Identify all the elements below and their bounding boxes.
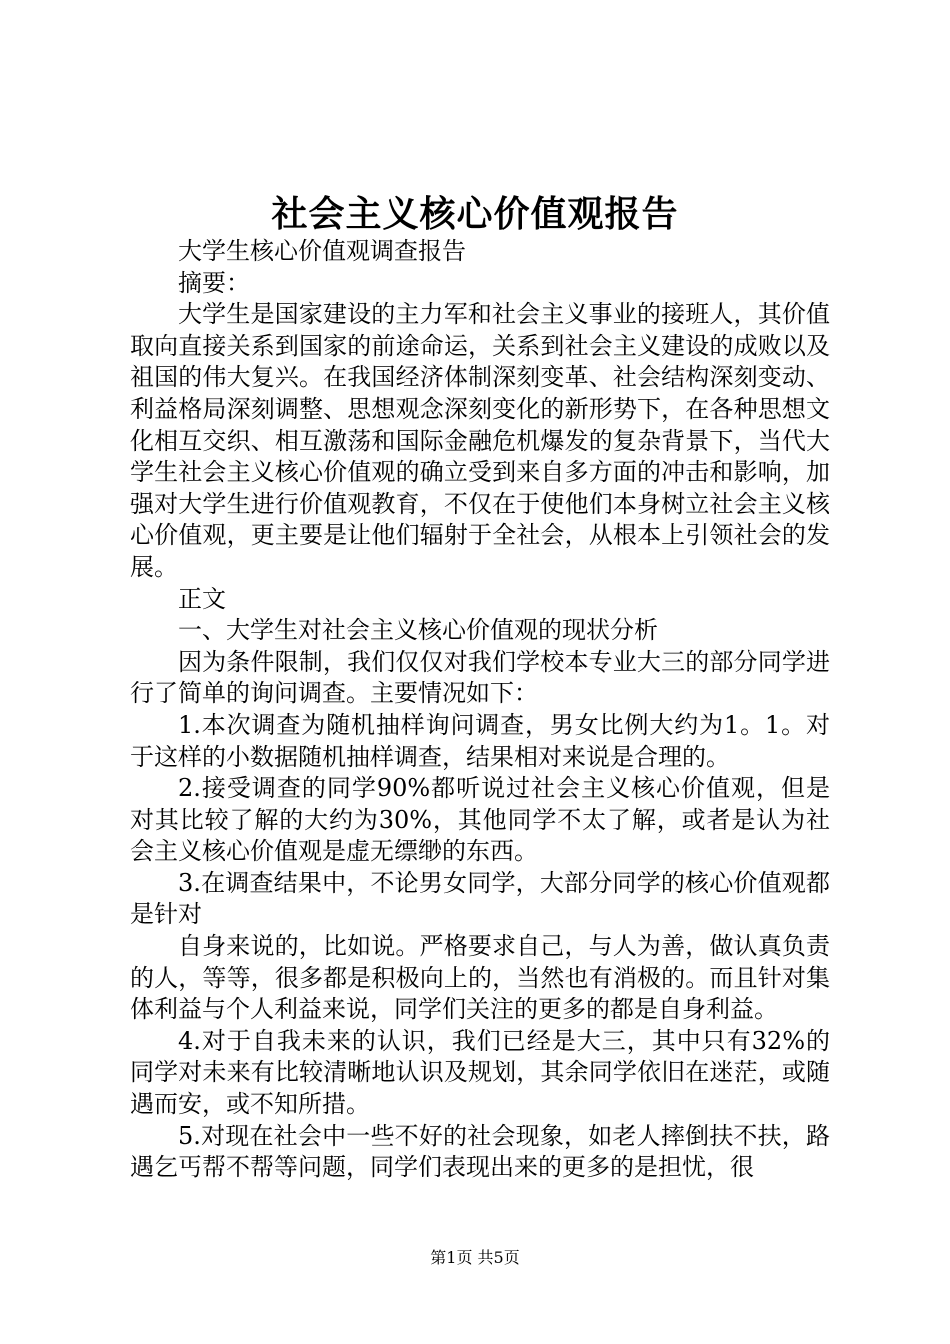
abstract-label: 摘要： xyxy=(178,268,250,297)
body-paragraph: 2.接受调查的同学90%都听说过社会主义核心价值观，但是对其比较了解的大约为30%，其他同学不太了解，或者是认为社会主义核心价值观是虚无缥缈的东西。 xyxy=(130,774,830,866)
body-paragraph: 3.在调查结果中，不论男女同学，大部分同学的核心价值观都是针对 xyxy=(130,868,830,929)
subtitle-paragraph: 大学生核心价值观调查报告 xyxy=(178,237,466,265)
abstract-paragraph: 大学生是国家建设的主力军和社会主义事业的接班人，其价值取向直接关系到国家的前途命运，关系到社会主义建设的成败以及祖国的伟大复兴。在我国经济体制深刻变革、社会结构深刻变动、利益格局深刻调整、思想观念深刻变化的新形势下，在各种思想文化相互交织、相互激荡和国际金融危机爆发的复杂背景下，当代大学生社会主义核心价值观的确立受到来自多方面的冲击和影响，加强对大学生进行价值观教育，不仅在于使他们本身树立社会主义核心价值观，更主要是让他们辐射于全社会，从根本上引领社会的发展。 xyxy=(130,300,830,581)
document-body xyxy=(130,236,830,1184)
body-paragraph: 5.对现在社会中一些不好的社会现象，如老人摔倒扶不扶，路遇乞丐帮不帮等问题，同学们表现出来的更多的是担忧，很 xyxy=(130,1121,830,1182)
body-paragraph: 因为条件限制，我们仅仅对我们学校本专业大三的部分同学进行了简单的询问调查。主要情况如下： xyxy=(130,647,830,708)
body-paragraph: 自身来说的，比如说。严格要求自己，与人为善，做认真负责的人，等等，很多都是积极向上的，当然也有消极的。而且针对集体利益与个人利益来说，同学们关注的更多的都是自身利益。 xyxy=(130,932,830,1024)
body-paragraph: 4.对于自我未来的认识，我们已经是大三，其中只有32%的同学对未来有比较清晰地认识及规划，其余同学依旧在迷茫，或随遇而安，或不知所措。 xyxy=(130,1026,830,1119)
section-heading: 一、大学生对社会主义核心价值观的现状分析 xyxy=(178,616,658,645)
document-title: 社会主义核心价值观报告 xyxy=(271,193,679,235)
main-text-label: 正文 xyxy=(178,584,226,613)
page-number-footer: 第1页 共5页 xyxy=(430,1248,520,1267)
body-paragraph: 1.本次调查为随机抽样询问调查，男女比例大约为1。1。对于这样的小数据随机抽样调查，结果相对来说是合理的。 xyxy=(130,710,830,771)
